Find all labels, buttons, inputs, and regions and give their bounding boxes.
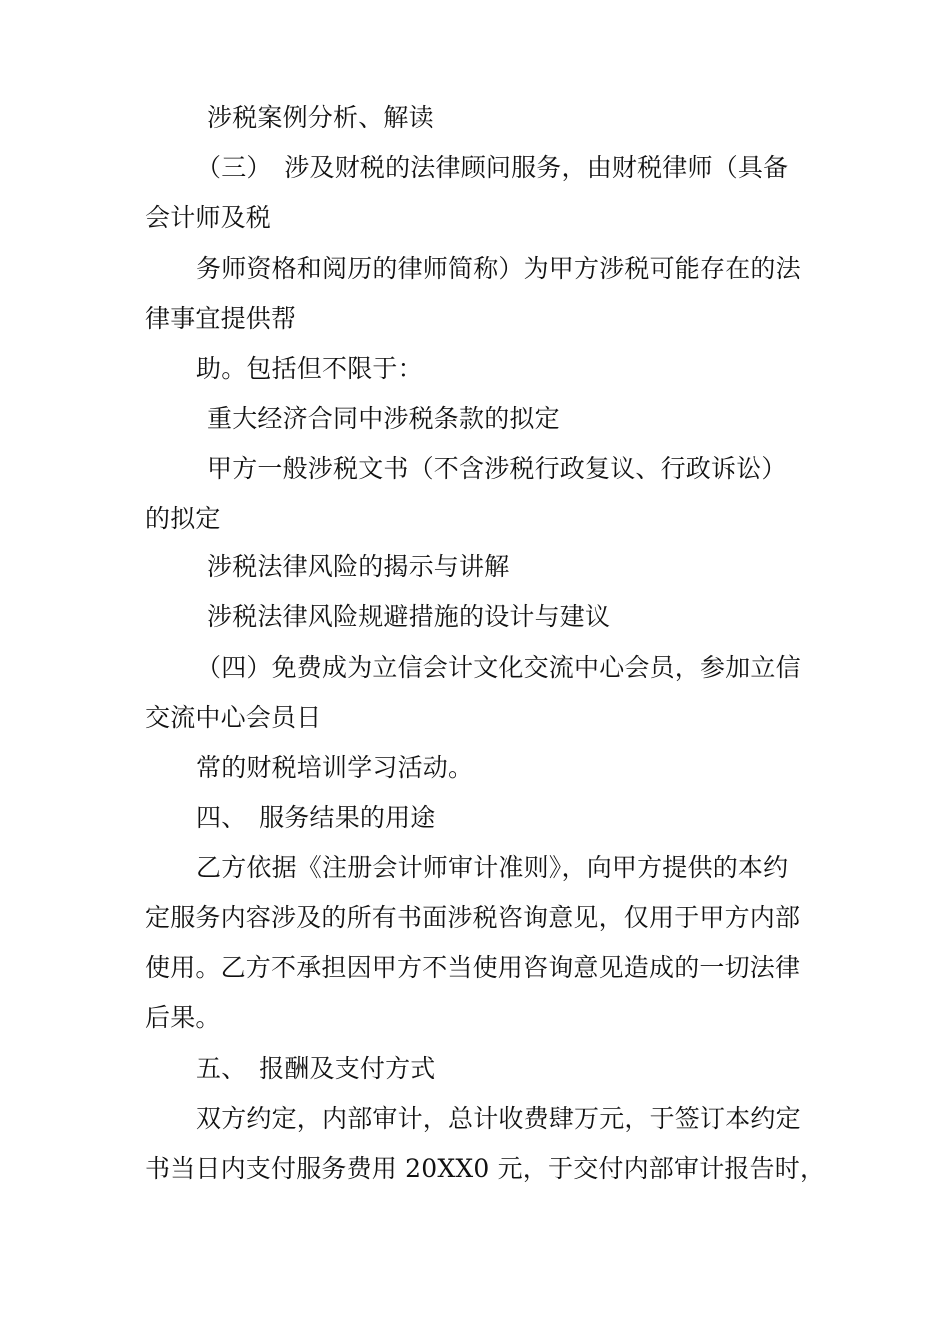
text-line: 会计师及税 (145, 203, 272, 232)
text-line: 涉税法律风险的揭示与讲解 (207, 552, 510, 581)
text-line: 涉税法律风险规避措施的设计与建议 (207, 602, 611, 631)
text-line: 交流中心会员日 (145, 703, 322, 732)
text-line: （四）免费成为立信会计文化交流中心会员，参加立信 (196, 653, 801, 682)
text-line: 常的财税培训学习活动。 (196, 753, 474, 782)
text-line: 定服务内容涉及的所有书面涉税咨询意见，仅用于甲方内部 (145, 903, 801, 932)
text-line: 书当日内支付服务费用 20XX0 元，于交付内部审计报告时， (145, 1154, 826, 1183)
text-line: 使用。乙方不承担因甲方不当使用咨询意见造成的一切法律 (145, 953, 801, 982)
text-line: 重大经济合同中涉税条款的拟定 (207, 404, 560, 433)
section-heading: 五、 报酬及支付方式 (196, 1054, 436, 1083)
section-heading: 四、 服务结果的用途 (196, 803, 436, 832)
text-line: 后果。 (145, 1003, 221, 1032)
text-line: 的拟定 (145, 504, 221, 533)
text-line: 务师资格和阅历的律师简称）为甲方涉税可能存在的法 (196, 254, 801, 283)
text-line: 助。包括但不限于： (196, 354, 423, 383)
text-line: 双方约定，内部审计，总计收费肆万元，于签订本约定 (196, 1104, 801, 1133)
text-line: 涉税案例分析、解读 (207, 103, 434, 132)
text-line: 甲方一般涉税文书（不含涉税行政复议、行政诉讼） (207, 454, 787, 483)
text-line: （三） 涉及财税的法律顾问服务，由财税律师（具备 (196, 153, 789, 182)
text-line: 律事宜提供帮 (145, 304, 297, 333)
text-line: 乙方依据《注册会计师审计准则》，向甲方提供的本约 (196, 853, 789, 882)
